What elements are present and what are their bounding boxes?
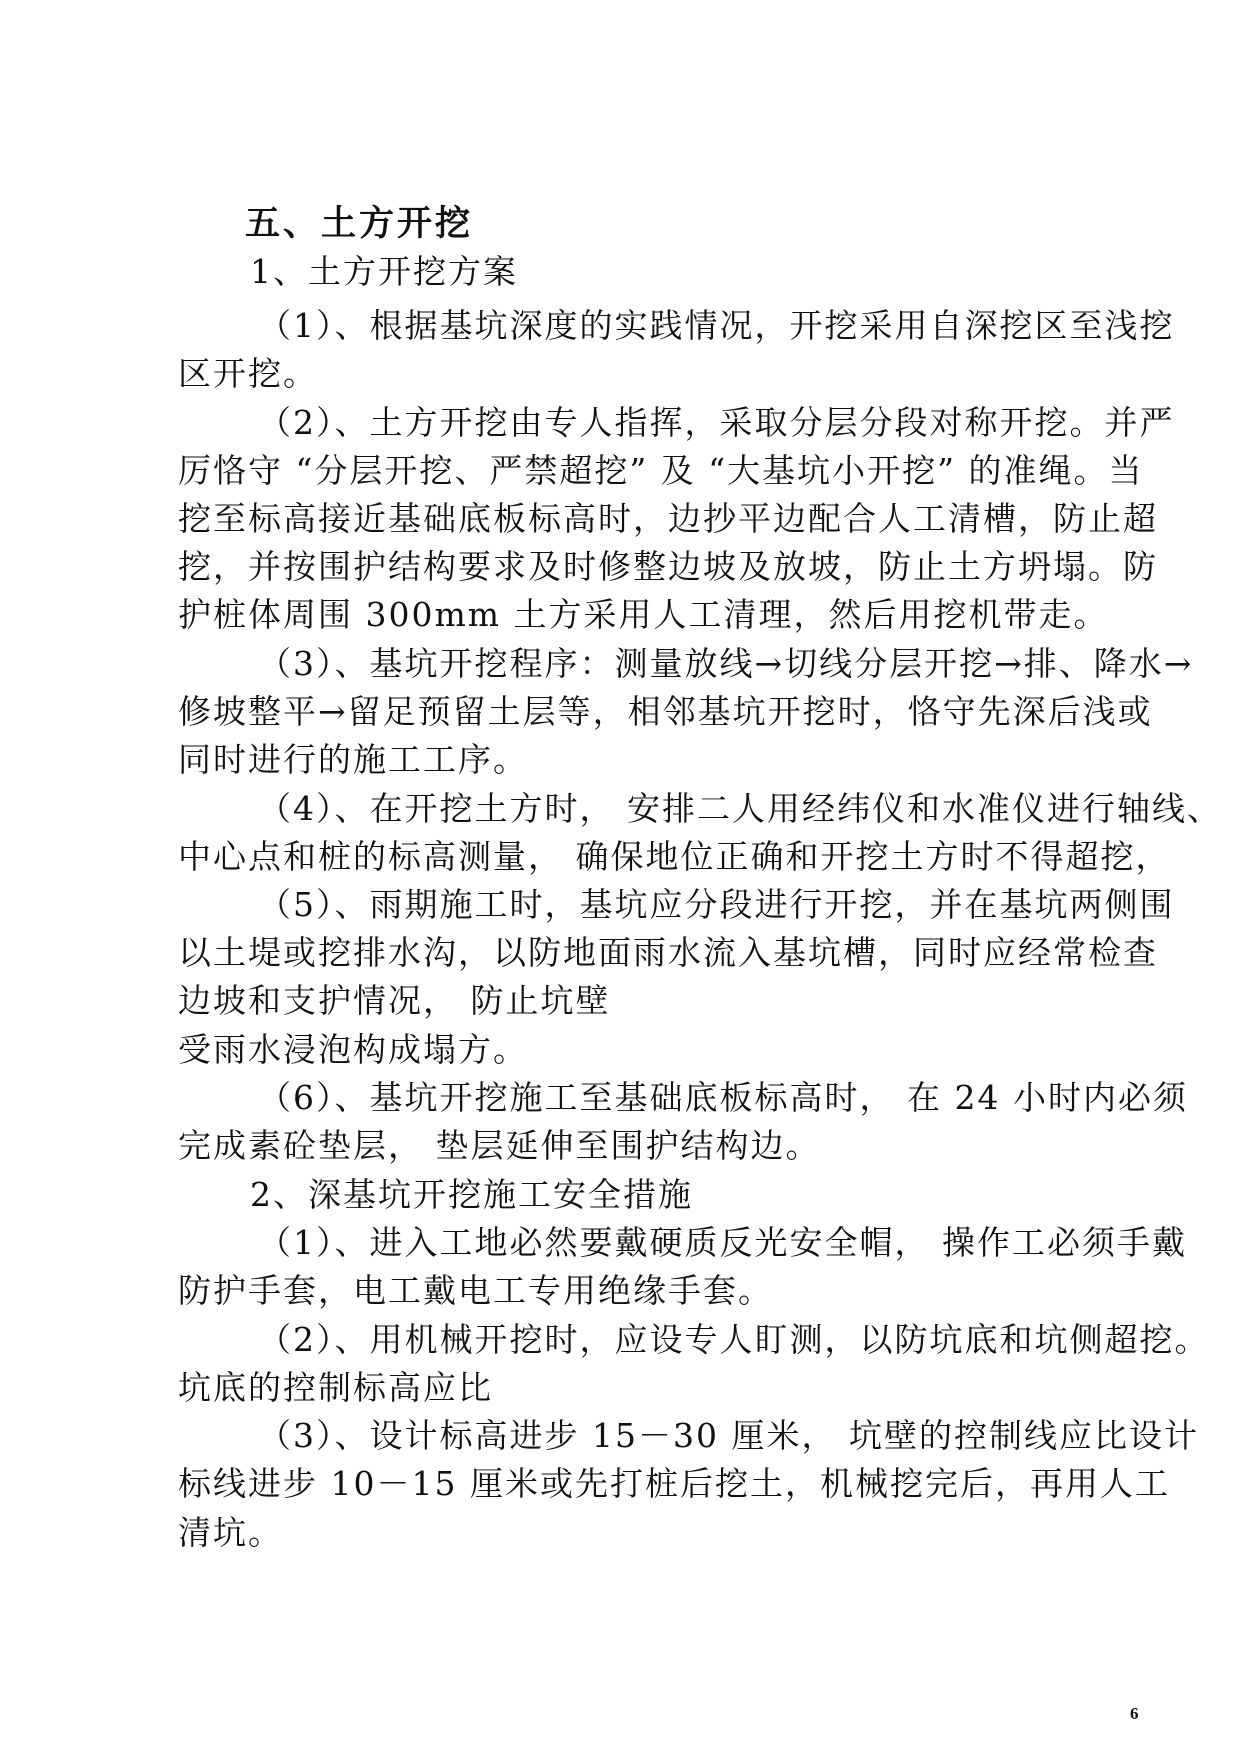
paragraph-line: 挖至标高接近基础底板标高时，边抄平边配合人工清槽，防止超	[178, 499, 1158, 538]
paragraph-line: 同时进行的施工工序。	[178, 740, 528, 779]
paragraph-line: 以土堤或挖排水沟，以防地面雨水流入基坑槽，同时应经常检查	[178, 933, 1158, 972]
paragraph-line: 标线进步 10－15 厘米或先打桩后挖土，机械挖完后，再用人工	[178, 1464, 1170, 1503]
paragraph-line: （3）、设计标高进步 15－30 厘米， 坑壁的控制线应比设计	[258, 1416, 1199, 1455]
subheading-excavation-plan: 1、土方开挖方案	[250, 252, 518, 291]
paragraph-line: （2）、土方开挖由专人指挥，采取分层分段对称开挖。并严	[258, 403, 1175, 442]
paragraph-line: （2）、用机械开挖时，应设专人盯测，以防坑底和坑侧超挖。	[258, 1320, 1210, 1359]
paragraph-line: 区开挖。	[178, 354, 318, 393]
subheading-safety-measures: 2、深基坑开挖施工安全措施	[250, 1175, 693, 1214]
paragraph-line: （6）、基坑开挖施工至基础底板标高时， 在 24 小时内必须	[258, 1078, 1188, 1117]
paragraph-line: （1）、根据基坑深度的实践情况，开挖采用自深挖区至浅挖	[258, 306, 1175, 345]
paragraph-line: 护桩体周围 300mm 土方采用人工清理，然后用挖机带走。	[178, 595, 1109, 634]
paragraph-line: 厉恪守 “分层开挖、严禁超挖” 及 “大基坑小开挖” 的准绳。当	[178, 451, 1144, 490]
page-number: 6	[1130, 1704, 1139, 1723]
section-heading: 五、土方开挖	[245, 204, 474, 244]
paragraph-line: 边坡和支护情况， 防止坑壁	[178, 981, 611, 1020]
paragraph-line: 挖，并按围护结构要求及时修整边坡及放坡，防止土方坍塌。防	[178, 547, 1158, 586]
paragraph-line: （3）、基坑开挖程序：测量放线→切线分层开挖→排、降水→	[258, 644, 1194, 683]
paragraph-line: 修坡整平→留足预留土层等，相邻基坑开挖时，恪守先深后浅或	[178, 692, 1153, 731]
paragraph-line: （5）、雨期施工时，基坑应分段进行开挖，并在基坑两侧围	[258, 885, 1175, 924]
paragraph-line: 受雨水浸泡构成塌方。	[178, 1030, 528, 1069]
paragraph-line: 防护手套，电工戴电工专用绝缘手套。	[178, 1271, 773, 1310]
paragraph-line: 坑底的控制标高应比	[178, 1368, 493, 1407]
paragraph-line: （4）、在开挖土方时， 安排二人用经纬仪和水准仪进行轴线、	[258, 789, 1222, 828]
paragraph-line: 清坑。	[178, 1513, 283, 1552]
paragraph-line: 中心点和桩的标高测量， 确保地位正确和开挖土方时不得超挖，	[178, 837, 1171, 876]
paragraph-line: 完成素砼垫层， 垫层延伸至围护结构边。	[178, 1126, 821, 1165]
paragraph-line: （1）、进入工地必然要戴硬质反光安全帽， 操作工必须手戴	[258, 1223, 1187, 1262]
